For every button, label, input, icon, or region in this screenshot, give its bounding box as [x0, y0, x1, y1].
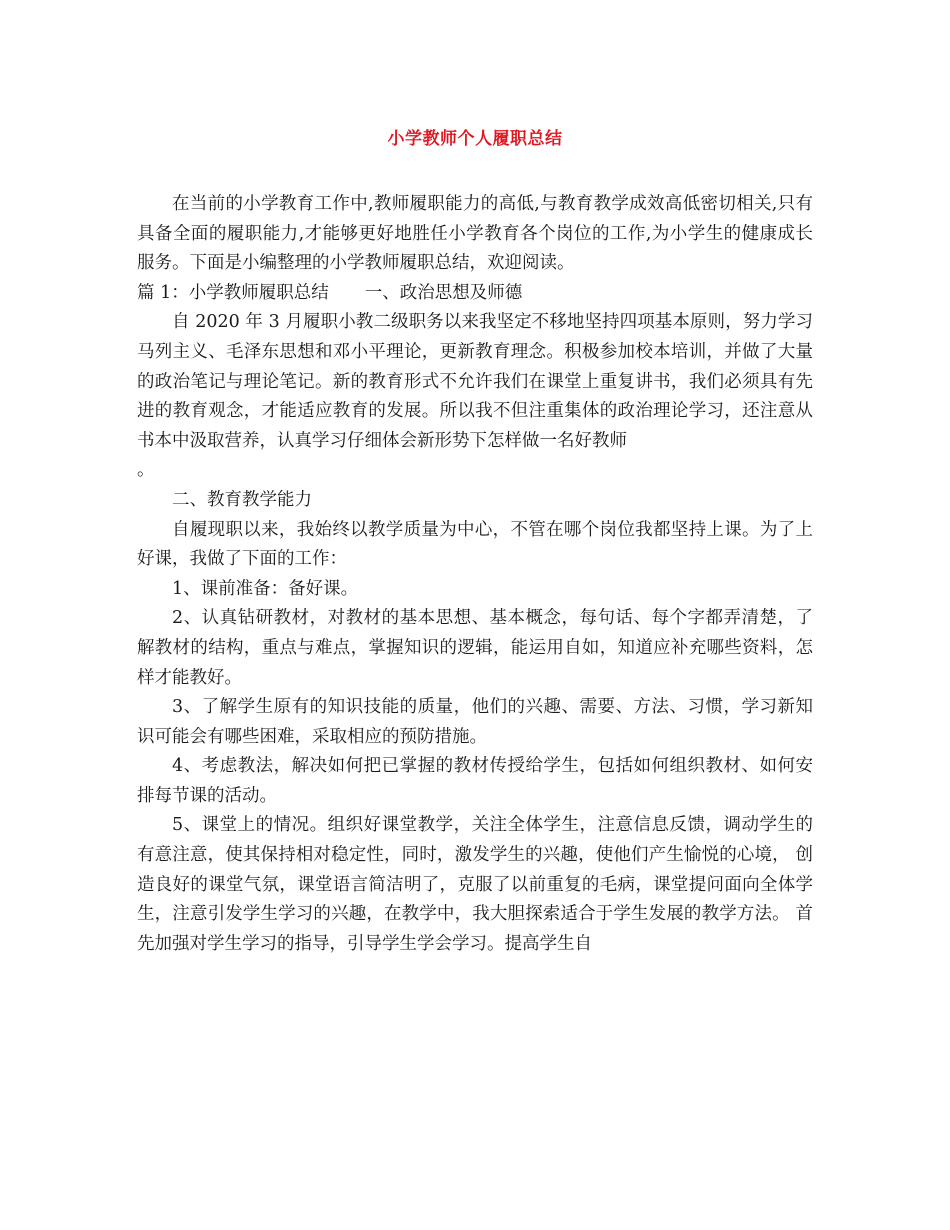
document-body	[137, 190, 813, 959]
list-item: 3、了解学生原有的知识技能的质量，他们的兴趣、需要、方法、习惯，学习新知识可能会有哪些困难，采取相应的预防措施。	[137, 697, 813, 747]
list-item: 2、认真钻研教材，对教材的基本思想、基本概念，每句话、每个字都弄清楚，了解教材的结构，重点与难点，掌握知识的逻辑，能运用自如，知道应补充哪些资料，怎样才能教好。	[137, 608, 813, 688]
list-item: 5、课堂上的情况。组织好课堂教学，关注全体学生，注意信息反馈，调动学生的有意注意，使其保持相对稳定性，同时，激发学生的兴趣，使他们产生愉悦的心境， 创造良好的课堂气氛，课堂语言简洁明了，克服了以前重复的毛病，课堂提问面向全体学生，注意引发学生学习的兴趣，在教学中，我大胆探索适合于学生发展的教学方法。 首先加强对学生学习的指导，引导学生学会学习。提高学生自	[137, 815, 813, 954]
list-item: 1、课前准备：备好课。	[172, 578, 359, 599]
chapter-label: 篇 1：小学教师履职总结	[137, 282, 329, 303]
chapter-heading-line	[137, 279, 813, 309]
section1-tail: 。	[137, 460, 155, 481]
list-item: 4、考虑教法，解决如何把已掌握的教材传授给学生，包括如何组织教材、如何安排每节课的活动。	[137, 756, 813, 806]
document-title: 小学教师个人履职总结	[387, 129, 563, 149]
section1-paragraph: 自 2020 年 3 月履职小教二级职务以来我坚定不移地坚持四项基本原则，努力学习马列主义、毛泽东思想和邓小平理论，更新教育理念。积极参加校本培训，并做了大量的政治笔记与理论笔记。新的教育形式不允许我们在课堂上重复讲书，我们必须具有先进的教育观念，才能适应教育的发展。所以我不但注重集体的政治理论学习，还注意从书本中汲取营养，认真学习仔细体会新形势下怎样做一名好教师	[137, 312, 813, 451]
section-heading-politics: 一、政治思想及师德	[364, 282, 523, 303]
intro-paragraph: 在当前的小学教育工作中,教师履职能力的高低,与教育教学成效高低密切相关,只有具备全面的履职能力,才能够更好地胜任小学教育各个岗位的工作,为小学生的健康成长服务。下面是小编整理的小学教师履职总结，欢迎阅读。	[137, 194, 813, 274]
section2-intro-paragraph: 自履现职以来，我始终以教学质量为中心，不管在哪个岗位我都坚持上课。为了上好课，我做了下面的工作：	[137, 519, 813, 570]
section-heading-teaching: 二、教育教学能力	[172, 489, 312, 510]
